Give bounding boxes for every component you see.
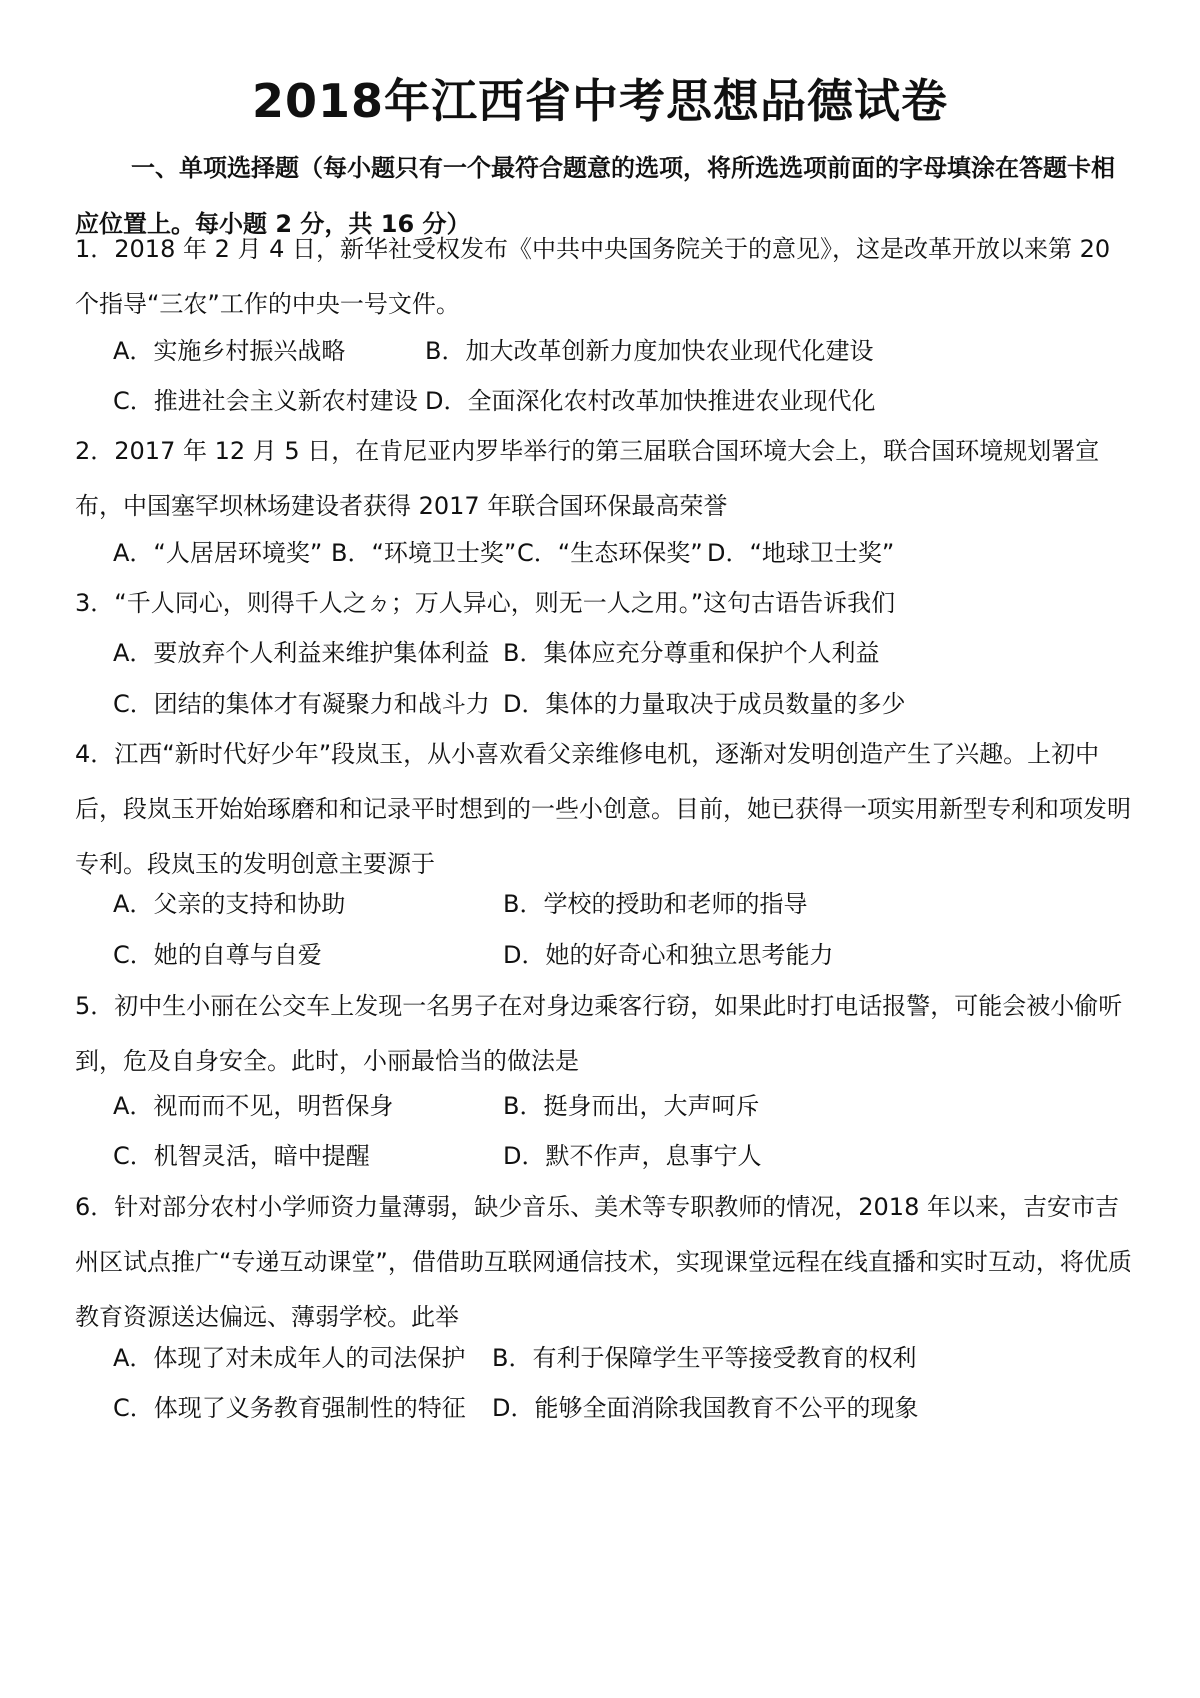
question-4-option-a: A．父亲的支持和协助: [113, 890, 346, 918]
question-3-stem: 3．“千人同心，则得千人之ㄉ；万人异心，则无一人之用。”这句古语告诉我们: [75, 589, 896, 617]
question-1-option-a: A．实施乡村振兴战略: [113, 337, 346, 365]
question-4-option-c: C．她的自尊与自爱: [113, 941, 322, 969]
question-2-option-a: A．“人居居环境奖”: [113, 539, 323, 567]
question-2-option-b: B．“环境卫士奖”: [331, 539, 517, 567]
question-1-option-d: D．全面深化农村改革加快推进农业现代化: [425, 387, 876, 415]
question-1-option-c: C．推进社会主义新农村建设: [113, 387, 418, 415]
question-5-option-d: D．默不作声，息事宁人: [503, 1142, 762, 1170]
question-3-option-b: B．集体应充分尊重和保护个人利益: [503, 639, 880, 667]
question-6-option-a: A．体现了对未成年人的司法保护: [113, 1344, 466, 1372]
question-5-option-a: A．视而而不见，明哲保身: [113, 1092, 394, 1120]
question-4-option-d: D．她的好奇心和独立思考能力: [503, 941, 834, 969]
question-5-stem: 5．初中生小丽在公交车上发现一名男子在对身边乘客行窃，如果此时打电话报警，可能会被小偷听到，危及自身安全。此时，小丽最恰当的做法是: [75, 992, 1123, 1075]
question-1-stem: 1．2018 年 2 月 4 日，新华社受权发布《中共中央国务院关于的意见》，这是改革开放以来第 20 个指导“三农”工作的中央一号文件。: [75, 235, 1111, 318]
question-6-option-b: B．有利于保障学生平等接受教育的权利: [492, 1344, 917, 1372]
question-2-stem: 2．2017 年 12 月 5 日，在肯尼亚内罗毕举行的第三届联合国环境大会上，联合国环境规划署宣布，中国塞罕坝林场建设者获得 2017 年联合国环保最高荣誉: [75, 437, 1100, 520]
question-1-option-b: B．加大改革创新力度加快农业现代化建设: [425, 337, 874, 365]
question-5-option-c: C．机智灵活，暗中提醒: [113, 1142, 370, 1170]
question-5-option-b: B．挺身而出，大声呵斥: [503, 1092, 760, 1120]
question-6-option-c: C．体现了义务教育强制性的特征: [113, 1394, 466, 1422]
question-6-option-d: D．能够全面消除我国教育不公平的现象: [492, 1394, 919, 1422]
question-3-option-a: A．要放弃个人利益来维护集体利益: [113, 639, 490, 667]
question-2-option-c: C．“生态环保奖”: [517, 539, 703, 567]
question-4-stem: 4．江西“新时代好少年”段岚玉，从小喜欢看父亲维修电机，逐渐对发明创造产生了兴趣。上初中后，段岚玉开始始琢磨和和记录平时想到的一些小创意。目前，她已获得一项实用新型专利和项发明专利。段岚玉的发明创意主要源于: [75, 740, 1131, 878]
question-3-option-d: D．集体的力量取决于成员数量的多少: [503, 690, 906, 718]
question-6-stem: 6．针对部分农村小学师资力量薄弱，缺少音乐、美术等专职教师的情况，2018 年以来，吉安市吉州区试点推广“专递互动课堂”，借借助互联网通信技术，实现课堂远程在线直播和实时互动，将优质教育资源送达偏远、薄弱学校。此举: [75, 1193, 1132, 1331]
page-title: 2018年江西省中考思想品德试卷: [251, 74, 949, 128]
question-2-option-d: D．“地球卫士奖”: [707, 539, 895, 567]
section-heading: 一、单项选择题（每小题只有一个最符合题意的选项，将所选选项前面的字母填涂在答题卡相应位置上。每小题 2 分，共 16 分）: [75, 154, 1115, 238]
question-3-option-c: C．团结的集体才有凝聚力和战斗力: [113, 690, 490, 718]
question-4-option-b: B．学校的授助和老师的指导: [503, 890, 808, 918]
